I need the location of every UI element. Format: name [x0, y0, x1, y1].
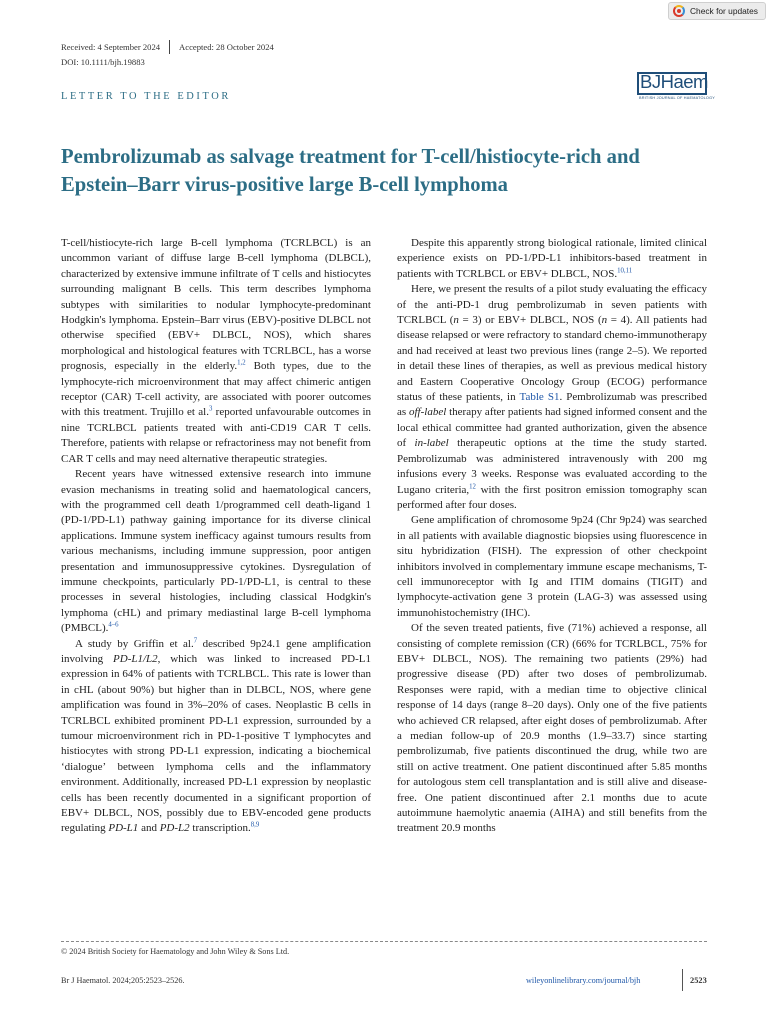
logo-subtext: BRITISH JOURNAL OF HAEMATOLOGY	[639, 96, 715, 100]
check-for-updates-label: Check for updates	[690, 6, 758, 16]
paragraph: Recent years have witnessed extensive research into immune evasion mechanisms in treating solid and haematological cancers, with the programmed cell death 1/programmed cell death-ligand 1 (PD-1/PD-L1) pathway gaining importance for its diverse clinical applications. Immune system inefficacy against tumours results from various mechanisms, including immune suppression, poor antigen presentation and immunosuppressive cytokines. Dysregulation of immune checkpoints, particularly PD-1/PD-L1, is central to these processes in several histologies, including classical Hodgkin's lymphoma (cHL) and primary mediastinal large B-cell lymphoma (PMBCL).$^{4-6}$	[61, 468, 371, 635]
accepted-date: Accepted: 28 October 2024	[179, 42, 274, 52]
date-divider	[169, 40, 170, 54]
article-dates	[61, 40, 274, 54]
citation-link[interactable]: 10,11	[617, 267, 633, 275]
paragraph: Of the seven treated patients, five (71%) achieved a response, all consisting of complete remission (CR) (66% for TCRLBCL, 75% for EBV+ DLBCL, NOS). The remaining two patients (29%) had progressive disease (PD) after two doses of pembrolizumab. Responses were rapid, with a median time to objective clinical response of 14 days (range 8–20 days). Only one of the five patients who achieved CR relapsed, after eight doses of pembrolizumab. After a median follow-up of 20.9 months (1.9–33.7) since starting pembrolizumab, five patients discontinued the drug, while two are still on active treatment. One patient discontinued after 5.85 months for autologous stem cell transplantation and is still alive and disease-free. One patient discontinued after 2.1 months due to acute autoimmune haemolytic anaemia (AIHA) and still benefits from the treatment 20.9 months	[397, 622, 707, 835]
page-number-divider	[682, 969, 683, 991]
right-column	[397, 236, 707, 837]
paragraph: Despite this apparently strong biological rationale, limited clinical experience exists on PD-1/PD-L1 inhibitors-based treatment in patients with TCRLBCL or EBV+ DLBCL, NOS.$^{10,11}$	[397, 237, 707, 280]
citation-link[interactable]: 12	[469, 482, 476, 490]
logo-text: BJHaem	[640, 71, 708, 92]
section-label: LETTER TO THE EDITOR	[61, 91, 231, 102]
journal-logo	[637, 71, 715, 102]
citation-link[interactable]: 8,9	[250, 821, 260, 829]
citation-link[interactable]: 3	[208, 405, 213, 413]
left-column	[61, 236, 371, 837]
page-number: 2523	[690, 976, 707, 985]
received-date: Received: 4 September 2024	[61, 42, 161, 52]
paragraph: Here, we present the results of a pilot study evaluating the efficacy of the anti-PD-1 drug pembrolizumab in seven patients with TCRLBCL (n = 3) or EBV+ DLBCL, NOS (n = 4). All patients had disease relapsed or were refractory to standard chemo-immunotherapy and had received at least two previous lines (range 2–5). We reported in detail these lines of therapies, as well as previous medical history and Eastern Cooperative Oncology Group (ECOG) performance status of these patients, in Table S1. Pembrolizumab was prescribed as off-label therapy after patients had signed informed consent and the local ethical committee had granted authorization, given the absence of in-label therapeutic options at the time the study started. Pembrolizumab was administered intravenously with 200 mg infusions every 3 weeks. Response was evaluated according to the Lugano criteria,$^{12}$ with the first positron emission tomography scan performed after four doses.	[397, 283, 708, 511]
journal-citation: Br J Haematol. 2024;205:2523–2526.	[61, 976, 185, 985]
paragraph: T-cell/histiocyte-rich large B-cell lymphoma (TCRLBCL) is an uncommon variant of diffuse large B-cell lymphoma (DLBCL), characterized by extensive immune infiltrate of T cells and histiocytes surrounding malignant B cells. This term describes lymphoma subtypes with similarities to nodular lymphocyte-predominant Hodgkin's lymphoma. Epstein–Barr virus (EBV)-positive DLBCL not otherwise specified (EBV+ DLBCL, NOS), which shares morphological and histological features with TCRLBCL, has a worse prognosis, especially in the elderly.$^{1,2}$ Both types, due to the lymphocyte-rich microenvironment that may affect chimeric antigen receptor (CAR) T-cell activity, are associated with poorer outcomes with this treatment. Trujillo et al.$^3$ reported unfavourable outcomes in nine TCRLBCL patients treated with anti-CD19 CAR T cells. Therefore, patients with relapse or refractoriness may not benefit from CAR T cells and may need alternative therapeutic strategies.	[61, 237, 371, 465]
paragraph: Gene amplification of chromosome 9p24 (Chr 9p24) was searched in all patients with available diagnostic biopsies using fluorescence in situ hybridization (FISH). The expression of other checkpoint inhibitors involved in complementary immune escape mechanisms, T-cell immunoreceptor with Ig and ITIM domains (TIGIT) and lymphocyte-activation gene 3 protein (LAG-3) was assessed using immunohistochemistry (IHC).	[397, 514, 707, 619]
citation-link[interactable]: 7	[193, 636, 198, 644]
citation-link[interactable]: 1,2	[237, 359, 246, 367]
crossmark-icon	[673, 5, 685, 17]
copyright: © 2024 British Society for Haematology and John Wiley & Sons Ltd.	[61, 947, 290, 956]
table-s1-link[interactable]: Table S1	[519, 391, 560, 404]
paragraph: A study by Griffin et al.$^7$ described 9p24.1 gene amplification involving PD-L1/L2, which was linked to increased PD-L1 expression in 64% of patients with TCRLBCL. This rate is lower than in cHL (about 90%) but higher than in DLBCL, NOS, where gene amplification was found in 3%–20% of cases. Neoplastic B cells in TCRLBCL exhibited prominent PD-L1 expression, surrounded by a tumour microenvironment rich in PD-1-positive T lymphocytes and histiocytes with strong PD-L1 expression, indicating a biochemical ‘dialogue’ between lymphoma cells and the inflammatory environment. Additionally, increased PD-L1 expression by neoplastic cells has been recently documented in a significant proportion of EBV+ DLBCL, NOS, possibly due to EBV-encoded gene products regulating PD-L1 and PD-L2 transcription.$^{8,9}$	[61, 636, 372, 835]
citation-link[interactable]: 4–6	[108, 621, 119, 629]
doi[interactable]: DOI: 10.1111/bjh.19883	[61, 57, 145, 67]
journal-url-link[interactable]: wileyonlinelibrary.com/journal/bjh	[526, 976, 641, 985]
footer-divider	[61, 941, 707, 942]
article-title: Pembrolizumab as salvage treatment for T-cell/histiocyte-rich and Epstein–Barr virus-positive large B-cell lymphoma	[61, 146, 640, 196]
check-for-updates-button[interactable]	[668, 2, 766, 20]
